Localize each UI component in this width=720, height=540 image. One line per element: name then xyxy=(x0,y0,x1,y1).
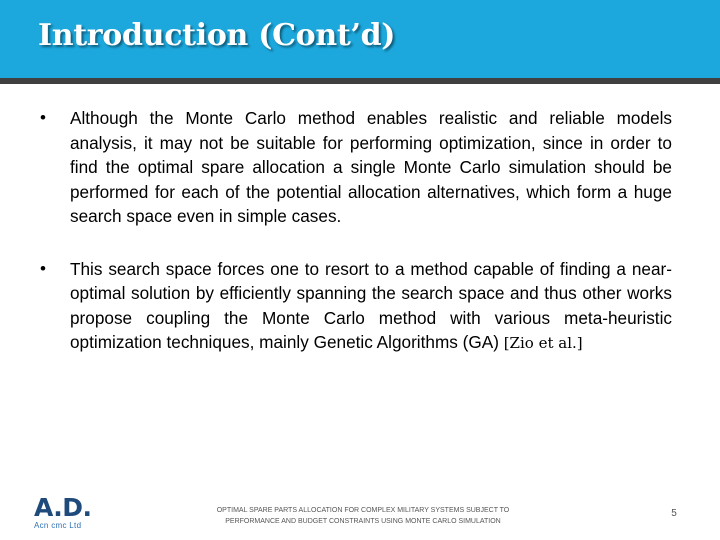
bullet-text xyxy=(70,257,672,356)
bullet-item xyxy=(30,106,672,229)
title-divider xyxy=(0,78,720,84)
logo-subtitle: Acn cmc Ltd xyxy=(34,521,82,530)
bullet-mark: • xyxy=(40,108,46,127)
title-bar xyxy=(0,0,720,78)
page-number: 5 xyxy=(671,508,677,519)
logo-mark: A.D. xyxy=(34,493,92,522)
citation: [Zio et al.] xyxy=(503,334,583,352)
footer-line: PERFORMANCE AND BUDGET CONSTRAINTS USING MONTE CARLO SIMULATION xyxy=(225,518,501,525)
company-logo xyxy=(34,494,94,534)
bullet-text: Although the Monte Carlo method enables realistic and reliable models analysis, it may not be suitable for performing optimization, since in order to find the optimal spare allocation a single Monte Carlo simulation should be performed for each of the potential allocation alternatives, which form a huge search space even in simple cases. xyxy=(70,108,672,226)
bullet-body: This search space forces one to resort to a method capable of finding a near-optimal solution by efficiently spanning the search space and thus other works propose coupling the Monte Carlo method with various meta-heuristic optimization techniques, mainly Genetic Algorithms (GA) xyxy=(70,258,672,352)
bullet-item xyxy=(30,257,672,356)
slide-title: Introduction (Cont’d) xyxy=(38,18,396,53)
footer-text xyxy=(190,505,536,527)
footer-line: OPTIMAL SPARE PARTS ALLOCATION FOR COMPLEX MILITARY SYSTEMS SUBJECT TO xyxy=(216,507,510,514)
bullet-list xyxy=(30,106,672,384)
bullet-mark: • xyxy=(40,258,46,278)
